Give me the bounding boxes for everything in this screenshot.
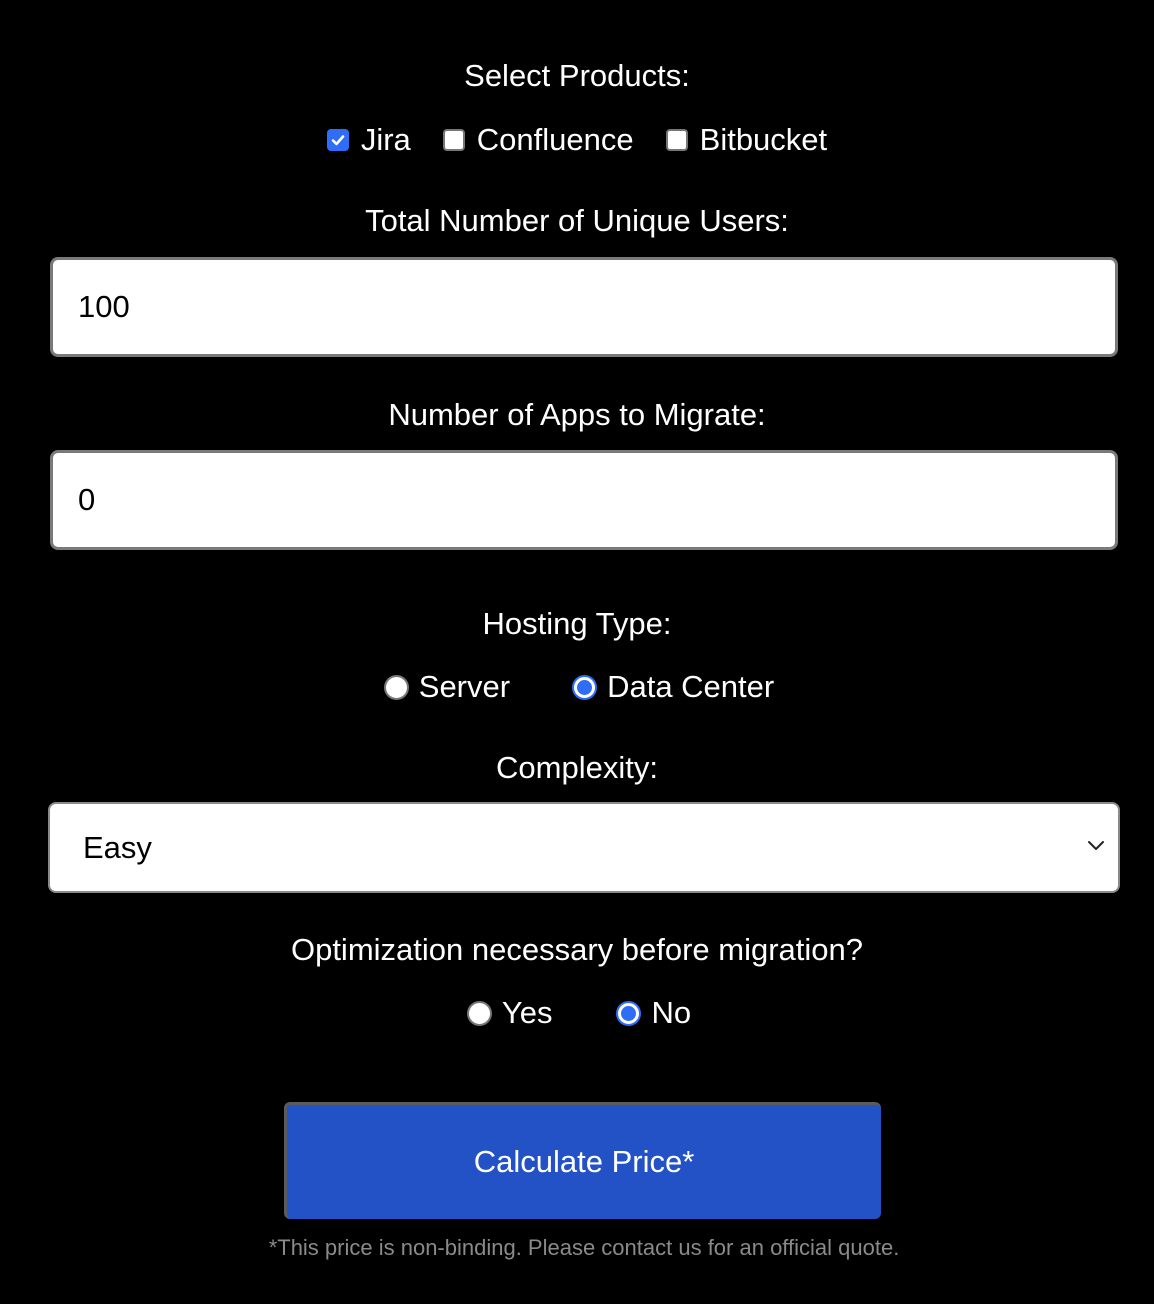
chevron-down-icon [1086,838,1106,852]
jira-checkbox[interactable] [327,129,349,151]
jira-option[interactable] [327,122,411,158]
data-center-option[interactable] [572,669,774,705]
yes-option[interactable] [467,995,553,1031]
confluence-label: Confluence [476,122,634,157]
apps-label: Number of Apps to Migrate: [388,397,766,432]
no-label: No [651,995,692,1030]
bitbucket-checkbox[interactable] [666,129,688,151]
apps-input[interactable] [50,450,1118,550]
data-center-radio[interactable] [572,675,597,700]
server-option[interactable] [384,669,510,705]
yes-radio[interactable] [467,1001,492,1026]
data-center-label: Data Center [607,669,775,704]
confluence-checkbox[interactable] [443,129,465,151]
users-input[interactable] [50,257,1118,357]
complexity-selected-value: Easy [83,829,152,865]
complexity-select[interactable] [48,802,1120,893]
complexity-label: Complexity: [496,750,658,785]
products-checkbox-group [0,122,1154,158]
calculate-price-button[interactable] [284,1102,881,1219]
server-label: Server [418,669,511,704]
users-input-value: 100 [78,289,130,324]
optimization-radio-group [0,995,1154,1031]
users-label: Total Number of Unique Users: [365,203,789,238]
bitbucket-label: Bitbucket [699,122,828,157]
hosting-radio-group [0,669,1154,705]
calculate-price-label: Calculate Price* [473,1144,695,1179]
hosting-label: Hosting Type: [482,606,672,641]
no-radio[interactable] [616,1001,641,1026]
jira-label: Jira [360,122,411,157]
optimization-label: Optimization necessary before migration? [290,932,864,967]
disclaimer-text: *This price is non-binding. Please contact us for an official quote. [268,1235,900,1260]
apps-input-value: 0 [78,482,96,517]
no-option[interactable] [616,995,691,1031]
confluence-option[interactable] [443,122,634,158]
checkmark-icon [330,132,346,148]
yes-label: Yes [501,995,553,1030]
bitbucket-option[interactable] [666,122,828,158]
server-radio[interactable] [384,675,409,700]
products-label: Select Products: [464,58,690,93]
